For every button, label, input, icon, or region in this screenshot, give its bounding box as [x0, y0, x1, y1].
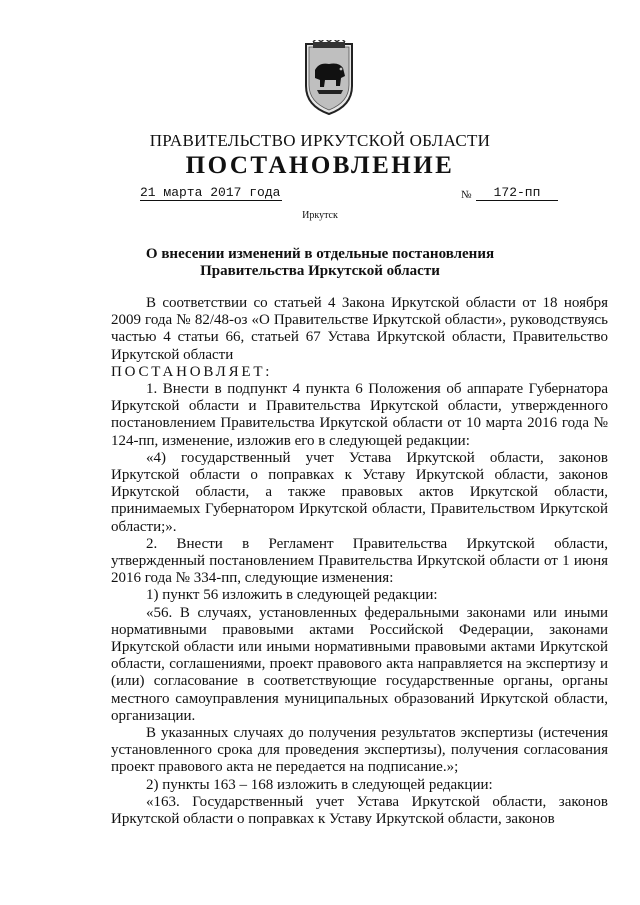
item-56-continuation-paragraph: В указанных случаях до получения результатов экспертизы (истечения установленного срока для проведения экспертизы), получения согласования проект правового акта не передается на подписание.»; — [111, 725, 608, 776]
subclause-1-paragraph: 1) пункт 56 изложить в следующей редакции: — [146, 587, 438, 604]
subclause-2-paragraph: 2) пункты 163 – 168 изложить в следующей редакции: — [146, 776, 493, 793]
city-name: Иркутск — [302, 210, 338, 221]
document-date: 21 марта 2017 года — [140, 185, 281, 200]
item-56-paragraph: «56. В случаях, установленных федеральными законами или иными нормативными правовыми актами Российской Федерации, законами Иркутской области или иными нормативными правовыми актами Иркутской области, соглашениями, проект правового акта направляется на экспертизу и (или) согласование в соответствующие государственные органы, органы местного самоуправления муниципальных образований Иркутской области, организации. — [111, 604, 608, 724]
document-body — [111, 295, 608, 828]
preamble-paragraph: В соответствии со статьей 4 Закона Иркутской области от 18 ноября 2009 года № 82/48-оз «О Правительстве Иркутской области», руководствуясь частью 4 статьи 66, статьей 67 Устава Иркутской области, Правительство Иркутской области — [111, 295, 608, 363]
item-163-paragraph: «163. Государственный учет Устава Иркутской области, законов Иркутской области о поправках к Уставу Иркутской области, законов — [111, 793, 608, 828]
coat-of-arms-icon — [303, 40, 355, 116]
clause-1-quote-paragraph: «4) государственный учет Устава Иркутской области, законов Иркутской области о поправках к Уставу Иркутской области, законов Иркутской области, а также правовых актов Иркутской области, принимаемых Губернатором Иркутской области, Правительством Иркутской области;». — [111, 449, 608, 535]
clause-2-paragraph: 2. Внести в Регламент Правительства Иркутской области, утвержденный постановлением Правительства Иркутской области от 1 июня 2016 года № 334-пп, следующие изменения: — [111, 535, 608, 587]
number-label: № — [461, 189, 472, 201]
organization-name: ПРАВИТЕЛЬСТВО ИРКУТСКОЙ ОБЛАСТИ — [149, 131, 491, 150]
document-number: 172-пп — [476, 186, 558, 201]
document-type: ПОСТАНОВЛЕНИЕ — [185, 152, 455, 179]
document-title: О внесении изменений в отдельные постановления Правительства Иркутской области — [145, 246, 495, 279]
clause-1-paragraph: 1. Внести в подпункт 4 пункта 6 Положения об аппарате Губернатора Иркутской области и Правительства Иркутской области, утвержденного постановлением Правительства Иркутской области от 10 марта 2016 года № 124-пп, изменение, изложив его в следующей редакции: — [111, 381, 608, 449]
resolves-heading: ПОСТАНОВЛЯЕТ: — [111, 363, 273, 380]
